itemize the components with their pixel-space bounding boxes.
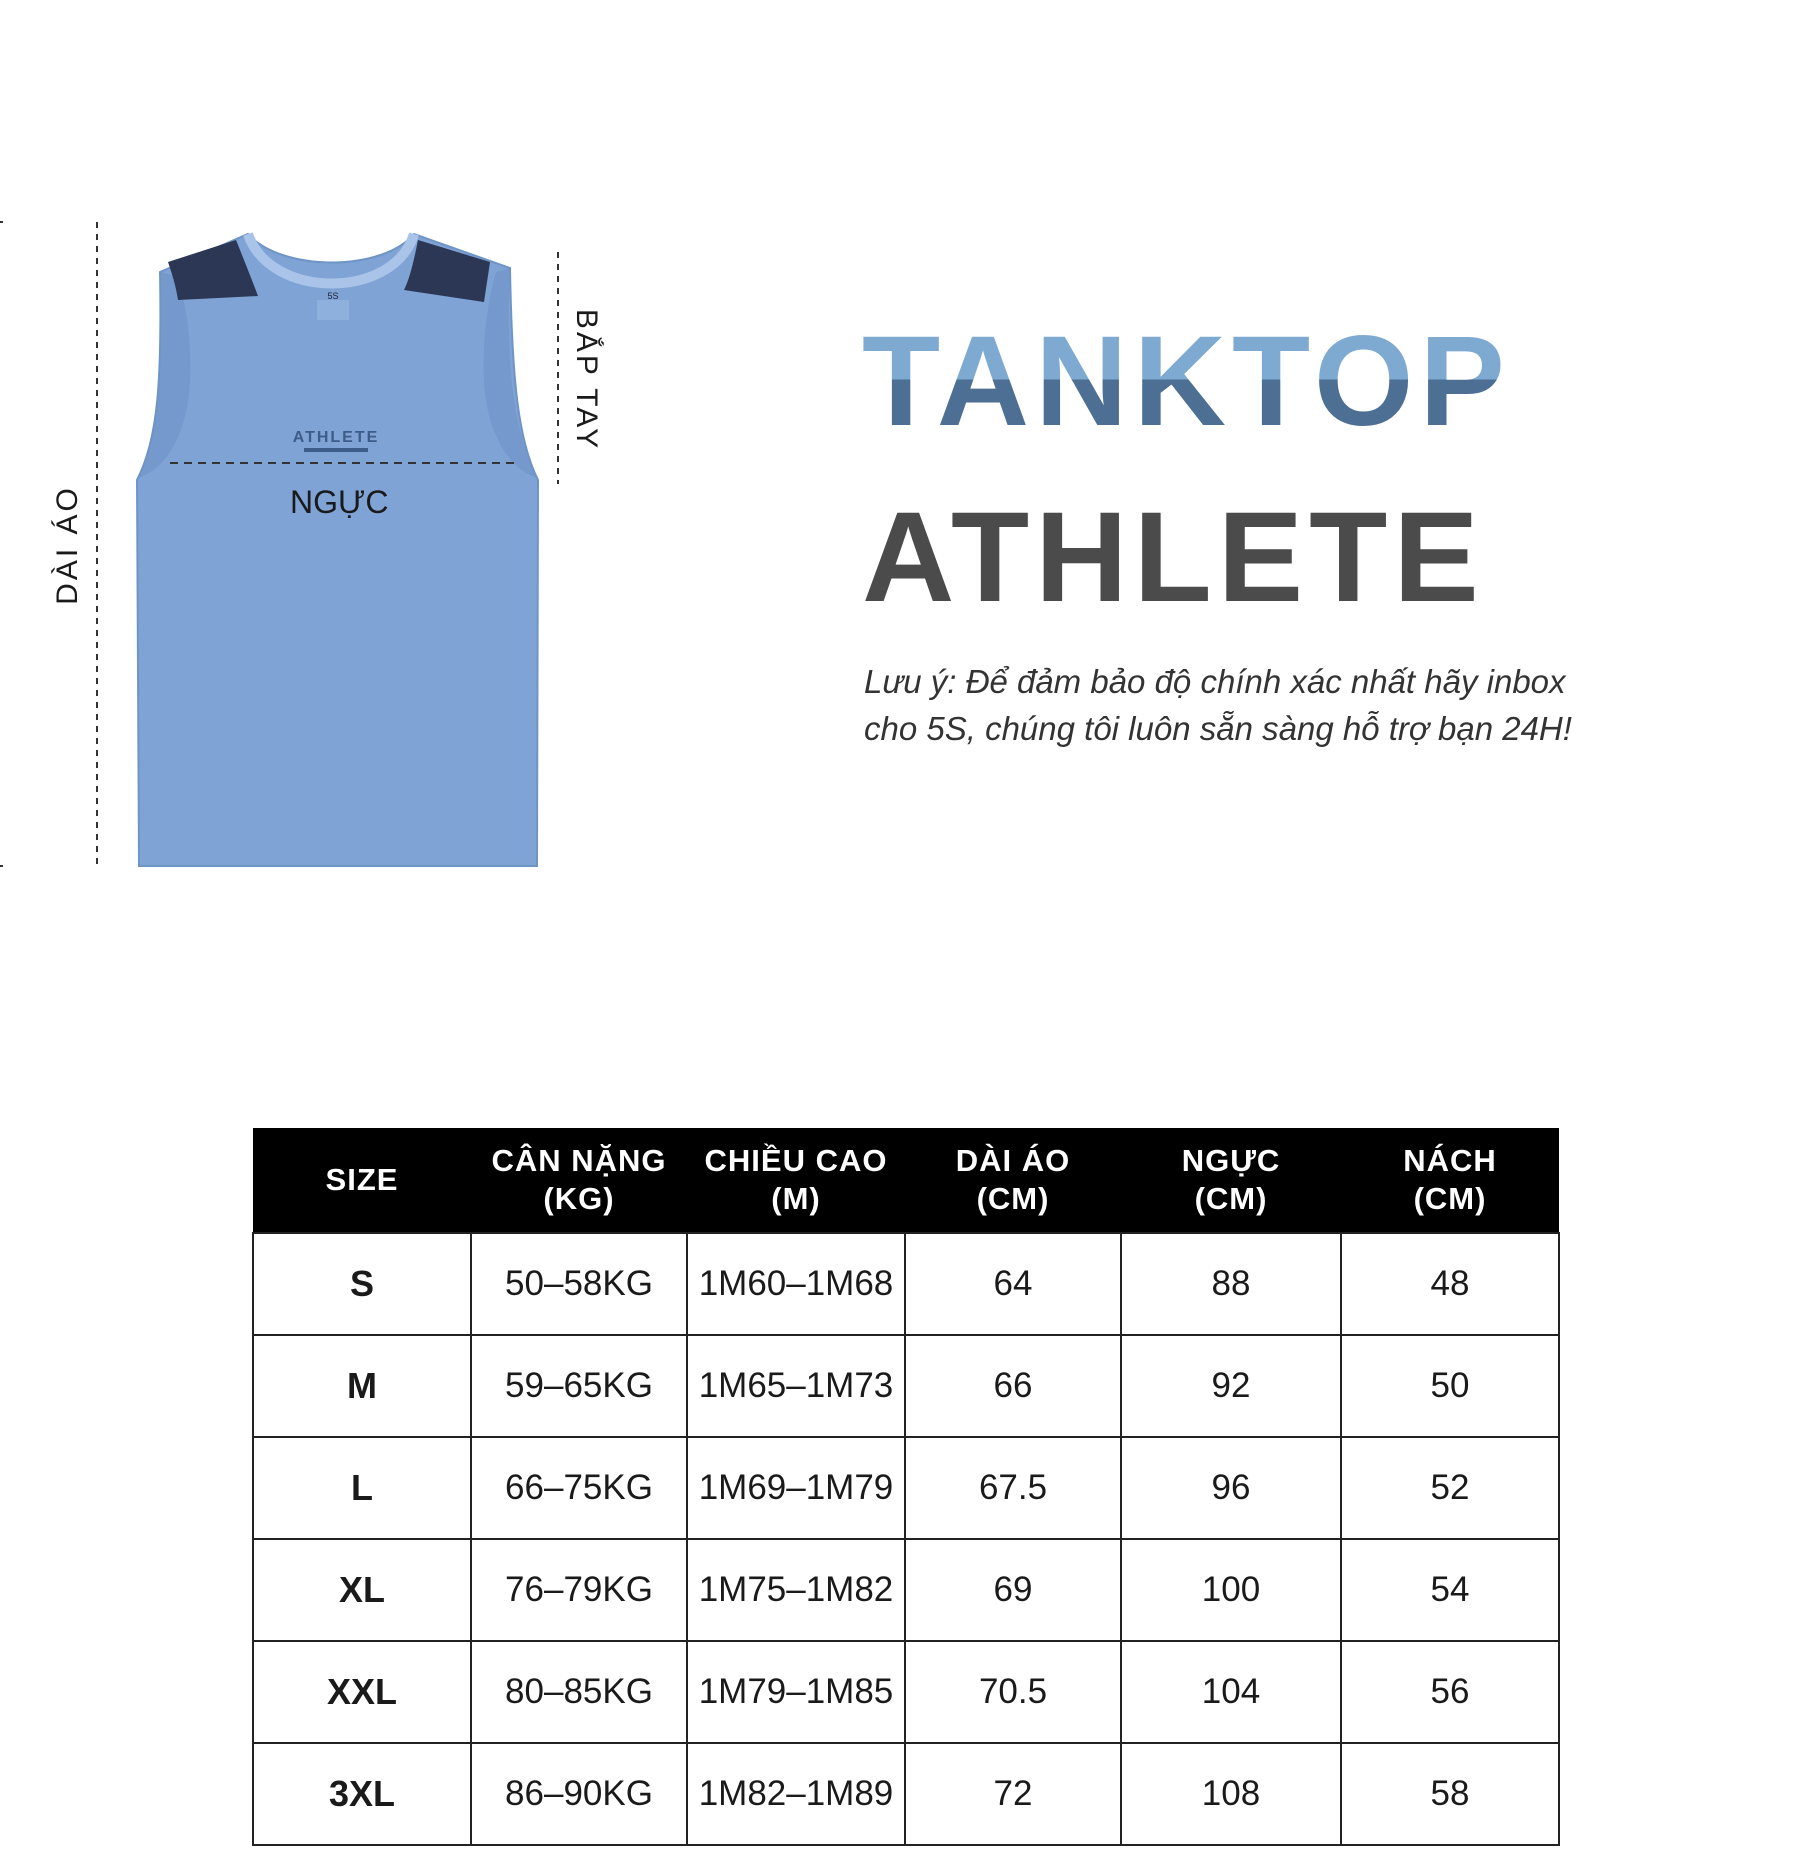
cell-weight: 50–58KG	[471, 1233, 687, 1335]
header-size: SIZE	[253, 1128, 471, 1233]
table-row	[253, 1743, 1559, 1845]
header-height: CHIỀU CAO (M)	[687, 1128, 905, 1233]
cell-size: S	[253, 1233, 471, 1335]
cell-size: XL	[253, 1539, 471, 1641]
table-row	[253, 1641, 1559, 1743]
cell-weight: 76–79KG	[471, 1539, 687, 1641]
length-label: DÀI ÁO	[51, 485, 84, 605]
size-chart-table	[252, 1128, 1560, 1846]
cell-weight: 66–75KG	[471, 1437, 687, 1539]
cell-armhole: 48	[1341, 1233, 1559, 1335]
product-title-line2: ATHLETE	[862, 486, 1485, 629]
shirt-tag-text: 5S	[327, 291, 339, 301]
cell-chest: 96	[1121, 1437, 1341, 1539]
header-armhole: NÁCH (CM)	[1341, 1128, 1559, 1233]
table-header-row	[253, 1128, 1559, 1233]
cell-size: L	[253, 1437, 471, 1539]
cell-armhole: 52	[1341, 1437, 1559, 1539]
cell-chest: 104	[1121, 1641, 1341, 1743]
cell-height: 1M79–1M85	[687, 1641, 905, 1743]
note-line-2: cho 5S, chúng tôi luôn sẵn sàng hỗ trợ bạn 24H!	[864, 710, 1572, 747]
note-line-1: Lưu ý: Để đảm bảo độ chính xác nhất hãy inbox	[864, 663, 1566, 700]
cell-length: 66	[905, 1335, 1121, 1437]
shirt-print: ATHLETE	[292, 429, 380, 446]
cell-weight: 59–65KG	[471, 1335, 687, 1437]
shirt-body	[137, 234, 538, 866]
cell-chest: 108	[1121, 1743, 1341, 1845]
cell-size: XXL	[253, 1641, 471, 1743]
product-title-line1: TANKTOP	[862, 310, 1511, 453]
cell-armhole: 58	[1341, 1743, 1559, 1845]
cell-height: 1M69–1M79	[687, 1437, 905, 1539]
header-length: DÀI ÁO (CM)	[905, 1128, 1121, 1233]
header-weight: CÂN NẶNG (KG)	[471, 1128, 687, 1233]
cell-height: 1M65–1M73	[687, 1335, 905, 1437]
table-row	[253, 1437, 1559, 1539]
cell-length: 70.5	[905, 1641, 1121, 1743]
cell-height: 1M82–1M89	[687, 1743, 905, 1845]
cell-length: 72	[905, 1743, 1121, 1845]
cell-chest: 100	[1121, 1539, 1341, 1641]
header-chest: NGỰC (CM)	[1121, 1128, 1341, 1233]
cell-size: M	[253, 1335, 471, 1437]
cell-length: 64	[905, 1233, 1121, 1335]
cell-armhole: 56	[1341, 1641, 1559, 1743]
armhole-label: BẮP TAY	[570, 308, 603, 452]
note-text	[864, 658, 1684, 752]
cell-height: 1M60–1M68	[687, 1233, 905, 1335]
table-row	[253, 1233, 1559, 1335]
table-row	[253, 1335, 1559, 1437]
chest-label: NGỰC	[290, 484, 389, 520]
cell-weight: 80–85KG	[471, 1641, 687, 1743]
cell-chest: 92	[1121, 1335, 1341, 1437]
cell-chest: 88	[1121, 1233, 1341, 1335]
cell-size: 3XL	[253, 1743, 471, 1845]
tanktop-diagram	[0, 0, 620, 900]
table-row	[253, 1539, 1559, 1641]
cell-weight: 86–90KG	[471, 1743, 687, 1845]
cell-armhole: 54	[1341, 1539, 1559, 1641]
cell-height: 1M75–1M82	[687, 1539, 905, 1641]
cell-armhole: 50	[1341, 1335, 1559, 1437]
cell-length: 69	[905, 1539, 1121, 1641]
neck-tag	[317, 300, 349, 320]
shirt-print-strip	[304, 448, 368, 452]
cell-length: 67.5	[905, 1437, 1121, 1539]
